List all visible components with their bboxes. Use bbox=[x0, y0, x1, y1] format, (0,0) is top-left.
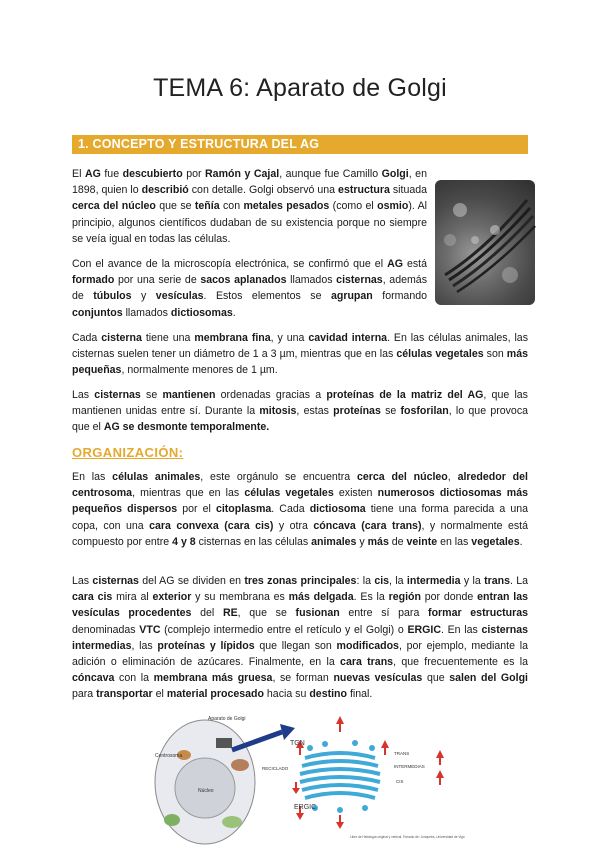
bold-run: AG bbox=[84, 168, 101, 180]
bold-run: región bbox=[388, 591, 421, 604]
bold-run: más delgada bbox=[288, 591, 354, 604]
bold-run: AG bbox=[387, 258, 403, 270]
paragraph-structure: Con el avance de la microscopía electrónica, se confirmó que el AG está formado por una serie de sacos aplanados llamados cisternas, además de túbulos y vesículas. Estos elementos se agrupan formando conjuntos llamados dictiosomas. bbox=[72, 258, 428, 319]
label-tgn: TGN bbox=[290, 740, 305, 747]
bold-run: proteínas bbox=[333, 405, 381, 418]
bold-run: cisternas intermedias bbox=[72, 623, 528, 652]
bold-run: proteínas y lípidos bbox=[157, 639, 255, 652]
bold-run: describió bbox=[141, 184, 189, 197]
bold-run: conjuntos bbox=[72, 306, 123, 319]
bold-run: dictiosomas bbox=[170, 306, 233, 319]
bold-run: cerca del núcleo bbox=[356, 471, 448, 483]
organization-heading: ORGANIZACIÓN: bbox=[72, 445, 184, 460]
bold-run: más bbox=[367, 535, 389, 548]
micrograph-texture bbox=[435, 180, 535, 305]
bold-run: células vegetales bbox=[396, 348, 484, 361]
bold-run: ERGIC bbox=[407, 623, 441, 636]
bold-run: cara trans bbox=[340, 656, 394, 669]
bold-run: membrana más gruesa bbox=[153, 672, 273, 685]
bold-run: vegetales bbox=[471, 535, 520, 548]
zoom-arrow-head bbox=[280, 724, 295, 740]
electron-micrograph bbox=[435, 180, 535, 305]
bold-run: fusionan bbox=[295, 607, 340, 620]
bold-run: numerosos dictiosomas más pequeños dispersos bbox=[72, 487, 528, 516]
label-intermedias: INTERMEDIAS bbox=[394, 764, 425, 769]
golgi-stack bbox=[300, 740, 380, 813]
bold-run: cóncava bbox=[72, 672, 115, 685]
label-aparato: Aparato de Golgi bbox=[208, 716, 246, 722]
organelle-green bbox=[164, 814, 180, 826]
bold-run: transportar bbox=[96, 688, 153, 701]
bold-run: mitosis bbox=[259, 405, 297, 418]
bold-run: destino bbox=[309, 688, 347, 701]
bold-run: RE bbox=[222, 607, 238, 620]
bold-run: túbulos bbox=[93, 290, 132, 303]
bold-run: cisternas bbox=[94, 389, 141, 401]
label-reciclado: RECICLADO bbox=[262, 766, 289, 771]
bold-run: Ramón y Cajal bbox=[205, 168, 280, 180]
bold-run: intermedia bbox=[406, 575, 461, 587]
bold-run: osmio bbox=[377, 200, 409, 213]
bold-run: material procesado bbox=[166, 688, 264, 701]
bold-run: cóncava (cara trans) bbox=[313, 519, 422, 532]
bold-run: tres zonas principales bbox=[244, 575, 357, 587]
paragraph-cisterns: Cada cisterna tiene una membrana fina, y una cavidad interna. En las células animales, las cisternas suelen tener un diámetro de 1 a 3 µm, mientras que en las células vegetales son más pequeñas, normalmente menores de 1 µm. bbox=[72, 332, 528, 377]
paragraph-matrix: Las cisternas se mantienen ordenadas gracias a proteínas de la matriz del AG, que las mantienen unidas entre sí. Durante la mitosis, estas proteínas se fosforilan, lo que provoca que el AG se desmonte temporalmente. bbox=[72, 389, 529, 434]
bold-run: descubierto bbox=[122, 168, 183, 180]
bold-run: nuevas vesículas bbox=[333, 672, 423, 685]
label-nucleo: Núcleo bbox=[198, 788, 214, 794]
bold-run: trans bbox=[484, 575, 510, 587]
bold-run: cisternas bbox=[92, 575, 139, 587]
bold-run: estructura bbox=[338, 184, 390, 197]
bold-run: cis bbox=[374, 575, 390, 587]
bold-run: agrupan bbox=[330, 290, 373, 303]
bold-run: metales pesados bbox=[243, 200, 330, 213]
bold-run: cisternas bbox=[336, 274, 383, 287]
label-centrosoma: Centrosoma bbox=[155, 753, 183, 759]
bold-run: membrana fina bbox=[194, 332, 271, 344]
bold-run: dictiosoma bbox=[309, 503, 366, 516]
bold-run: animales bbox=[311, 535, 357, 548]
bold-run: proteínas de la matriz del AG bbox=[326, 389, 484, 401]
paragraph-discovery: El AG fue descubierto por Ramón y Cajal, aunque fue Camillo Golgi, en 1898, quien lo describió con detalle. Golgi observó una estructura situada cerca del núcleo que se teñía con metales pesados (como el osmio). Al principio, algunos científicos dudaban de su existencia porque no siempre se veía igual en todas las células. bbox=[72, 168, 428, 245]
bold-run: cara cis bbox=[72, 591, 113, 604]
page-title: TEMA 6: Aparato de Golgi bbox=[153, 74, 447, 102]
bold-run: cara convexa (cara cis) bbox=[149, 519, 274, 532]
bold-run: VTC bbox=[139, 623, 161, 636]
golgi-in-cell bbox=[216, 738, 232, 748]
bold-run: células vegetales bbox=[244, 487, 334, 500]
bold-run: sacos aplanados bbox=[200, 274, 287, 287]
bold-run: 4 y 8 bbox=[172, 535, 196, 548]
bold-run: mantienen bbox=[162, 389, 216, 401]
bold-run: cisterna bbox=[101, 332, 142, 344]
bold-run: fosforilan bbox=[400, 405, 449, 418]
bold-run: formar estructuras bbox=[428, 607, 528, 620]
bold-run: salen del Golgi bbox=[449, 672, 528, 685]
label-ergic: ERGIC bbox=[294, 804, 317, 811]
organelle-green-2 bbox=[222, 816, 242, 828]
golgi-diagram bbox=[150, 710, 465, 848]
bold-run: modificados bbox=[336, 639, 399, 652]
label-cis: CIS bbox=[396, 779, 404, 784]
paragraph-organization: En las células animales, este orgánulo se encuentra cerca del núcleo, alrededor del centrosoma, mientras que en las células vegetales existen numerosos dictiosomas más pequeños dispersos por el citoplasma. Cada dictiosoma tiene una forma parecida a una copa, con una cara convexa (cara cis) y otra cóncava (cara trans), y normalmente está compuesto por entre 4 y 8 cisternas en las células animales y más de veinte en las vegetales. bbox=[72, 471, 529, 548]
bold-run: alrededor del centrosoma bbox=[72, 471, 528, 500]
bold-run: células animales bbox=[112, 471, 201, 483]
bold-run: vesículas bbox=[155, 290, 204, 303]
organelle-brown bbox=[231, 759, 249, 771]
bold-run: formado bbox=[72, 274, 115, 287]
bold-run: teñía bbox=[194, 200, 220, 213]
paragraph-zones: Las cisternas del AG se dividen en tres zonas principales: la cis, la intermedia y la trans. La cara cis mira al exterior y su membrana es más delgada. Es la región por donde entran las vesículas procedentes del RE, que se fusionan entre sí para formar estructuras denominadas VTC (complejo intermedio entre el retículo y el Golgi) o ERGIC. En las cisternas intermedias, las proteínas y lípidos que llegan son modificados, por ejemplo, mediante la adición o eliminación de azúcares. Finalmente, en la cara trans, que frecuentemente es la cóncava con la membrana más gruesa, se forman nuevas vesículas que salen del Golgi para transportar el material procesado hacia su destino final. bbox=[72, 575, 529, 701]
bold-run: entran las vesículas procedentes bbox=[72, 591, 528, 620]
bold-run: exterior bbox=[152, 591, 192, 604]
bold-run: AG se desmonte temporalmente. bbox=[103, 421, 270, 434]
bold-run: más pequeñas bbox=[72, 348, 528, 377]
figure-caption: Libre de Histología original y vertical. Tomado de: Junqueira, Universidad de Vigo bbox=[350, 835, 465, 839]
bold-run: veinte bbox=[406, 535, 438, 548]
bold-run: Golgi bbox=[381, 168, 409, 180]
label-trans: TRANS bbox=[394, 751, 410, 756]
bold-run: citoplasma bbox=[215, 503, 272, 516]
bold-run: cavidad interna bbox=[308, 332, 388, 344]
bold-run: cerca del núcleo bbox=[72, 200, 156, 213]
section-heading-bar: 1. CONCEPTO Y ESTRUCTURA DEL AG bbox=[72, 135, 528, 154]
